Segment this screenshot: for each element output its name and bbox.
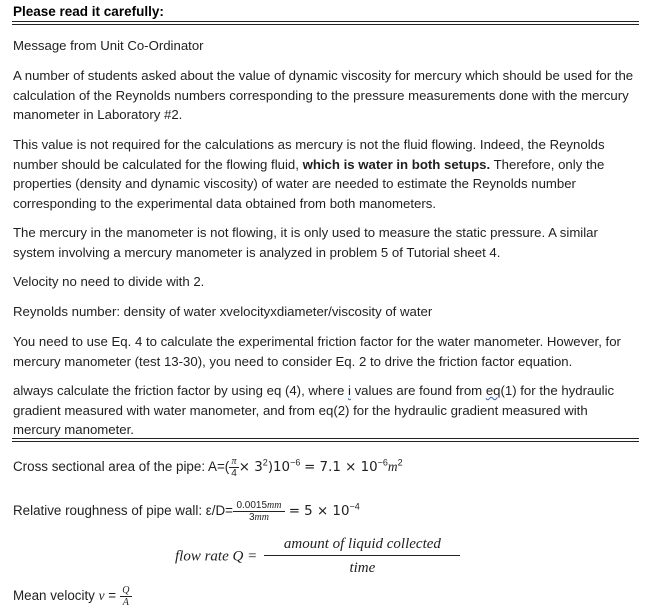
title-divider-top [12, 21, 639, 22]
paragraph-reynolds-fluid: This value is not required for the calculations as mercury is not the fluid flowing. Indeed, the Reynolds number should be calculated for the flowing fluid, which is water in both setups. Therefore, only the properties (density and dynamic viscosity) of water are needed to estimate the Reynolds number corresponding to the experimental data obtained from both manometers. [13, 137, 605, 211]
paragraph-friction-factor: always calculate the friction factor by using eq (4), where i values are found from eq(1) for the hydraulic gradient measured with water manometer, and from eq(2) for the hydraulic gradient measured with mercury manometer. [13, 383, 615, 437]
pi-over-four: $\frac{\pi}{4}$ [231, 456, 237, 479]
paragraph-mercury-static: The mercury in the manometer is not flowing, it is only used to measure the static pressure. A similar system involving a mercury manometer is analyzed in problem 5 of Tutorial sheet 4. [13, 225, 598, 260]
roughness-fraction: $\frac{0.0015mm}{3mm}$ [233, 500, 285, 523]
eq-word: eq [485, 383, 501, 398]
velocity-fraction: $\frac{Q}{A}$ [120, 585, 132, 608]
section-divider-bottom [12, 441, 639, 442]
paragraph-velocity: Velocity no need to divide with 2. [13, 274, 205, 289]
emphasis-water: which is water in both setups. [302, 156, 491, 172]
paragraph-friction-equation: You need to use Eq. 4 to calculate the experimental friction factor for the water manometer. However, for mercury manometer (test 13-30), you need to consider Eq. 2 to drive the friction factor equation. [13, 334, 621, 369]
flow-rate-formula: flow rate Q = $\frac{\text{amount of liquid collected}}{\text{time}}$ [175, 536, 460, 577]
area-formula: Cross sectional area of the pipe: A=( $\frac{\pi}{4}$ × $3^2)10^{-6} = 7.1 \times 10^{-6}m^2$ [13, 456, 403, 479]
symbol-i: i [347, 383, 351, 398]
roughness-formula: Relative roughness of pipe wall: ε/D= $\frac{0.0015mm}{3mm}$ = $5 \times 10^{-4}$ [13, 500, 360, 523]
title-divider-bottom [12, 24, 639, 25]
paragraph-viscosity-question: A number of students asked about the value of dynamic viscosity for mercury which should be used for the calculation of the Reynolds numbers corresponding to the pressure measurements done with the mercury manometer in Laboratory #2. [13, 68, 634, 122]
paragraph-reynolds-formula: Reynolds number: density of water xvelocityxdiameter/viscosity of water [13, 304, 433, 319]
mean-velocity-formula: Mean velocity v = $\frac{Q}{A}$ [13, 585, 132, 608]
message-from: Message from Unit Co-Ordinator [13, 38, 204, 53]
section-divider-top [12, 438, 639, 439]
flow-rate-fraction: $\frac{\text{amount of liquid collected}}{\text{time}}$ [264, 536, 460, 577]
page-title: Please read it carefully: [13, 4, 164, 19]
